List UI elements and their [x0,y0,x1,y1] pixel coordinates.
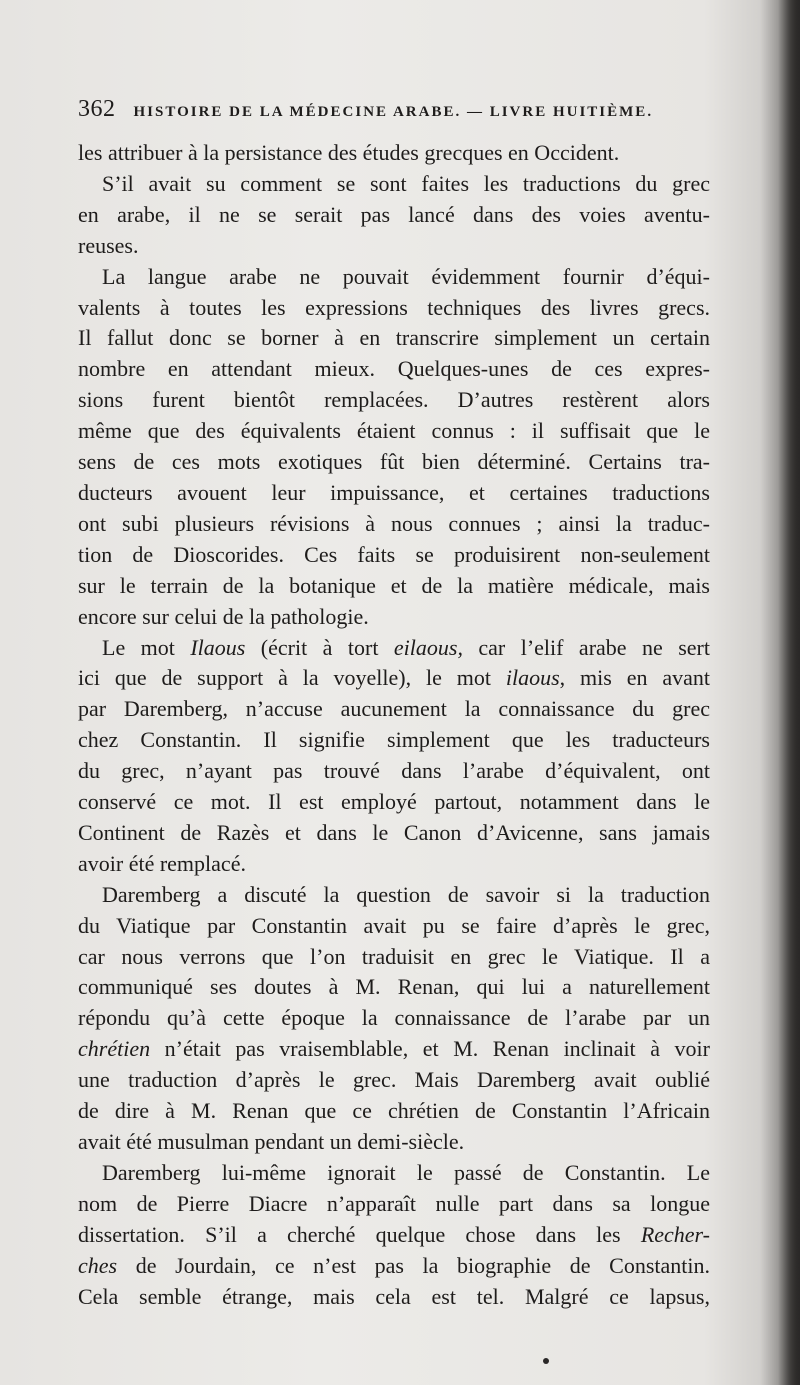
text-line: nom de Pierre Diacre n’apparaît nulle part dans sa longue [78,1190,710,1216]
text-line: même que des équivalents étaient connus : il suffisait que le [78,418,710,444]
text-line: avoir été remplacé. [78,850,246,876]
text-line: conservé ce mot. Il est employé partout, notamment dans le [78,789,710,815]
text-line: en arabe, il ne se serait pas lancé dans des voies aventu- [78,201,710,227]
italic-text: eilaous, [393,634,463,660]
text-line: avait été musulman pendant un demi-siècle. [78,1129,465,1154]
book-spine-shadow [778,0,800,1385]
running-header [78,96,718,123]
italic-text: ilaous [505,665,560,691]
text-line: valents à toutes les expressions techniques des livres grecs. [78,294,710,320]
text-segment: car l’elif arabe ne sert [462,634,710,660]
text-line: sens de ces mots exotiques fût bien déterminé. Certains tra- [78,449,710,475]
text-line: les attribuer à la persistance des études grecques en Occident. [78,140,620,165]
italic-text: Ilaous [190,634,246,660]
text-line: Cela semble étrange, mais cela est tel. Malgré ce lapsus, [78,1283,710,1309]
text-line: reuses. [78,232,139,258]
text-line [78,663,710,694]
text-line: une traduction d’après le grec. Mais Daremberg avait oublié [78,1067,710,1093]
text-line: S’il avait su comment se sont faites les traductions du grec [102,170,710,196]
text-segment: de Jourdain, ce n’est pas la biographie de Constantin. [117,1252,710,1278]
body-text [78,138,710,1312]
text-line: encore sur celui de la pathologie. [78,603,369,629]
text-segment: , mis en avant [559,665,710,691]
text-segment: ici que de support à la voyelle), le mot [78,665,506,691]
text-line: par Daremberg, n’accuse aucunement la connaissance du grec [78,696,710,722]
text-line [78,1034,710,1065]
page-number: 362 [78,96,116,122]
text-line [78,1220,710,1251]
text-line: car nous verrons que l’on traduisit en grec le Viatique. Il a [78,943,710,969]
text-line: sur le terrain de la botanique et de la matière médicale, mais [78,572,710,598]
italic-text: ches [78,1252,118,1278]
text-line: du grec, n’ayant pas trouvé dans l’arabe d’équivalent, ont [78,758,710,784]
text-line: Daremberg a discuté la question de savoir si la traduction [102,881,710,907]
running-head-title: HISTOIRE DE LA MÉDECINE ARABE. — LIVRE HUITIÈME. [133,104,654,120]
italic-text: chrétien [78,1036,151,1062]
text-line: ont subi plusieurs révisions à nous connues ; ainsi la traduc- [78,510,710,536]
text-line: du Viatique par Constantin avait pu se faire d’après le grec, [78,912,710,938]
text-line: répondu qu’à cette époque la connaissance de l’arabe par un [78,1005,710,1031]
text-line: nombre en attendant mieux. Quelques-unes de ces expres- [78,356,710,382]
text-line [78,633,710,664]
italic-text: Recher- [640,1221,710,1247]
text-segment: dissertation. S’il a cherché quelque chose dans les [78,1221,641,1247]
text-line: La langue arabe ne pouvait évidemment fournir d’équi- [102,263,710,289]
text-line: chez Constantin. Il signifie simplement que les traducteurs [78,727,710,753]
text-line: tion de Dioscorides. Ces faits se produisirent non-seulement [78,541,710,567]
text-line: sions furent bientôt remplacées. D’autres restèrent alors [78,387,710,413]
text-segment: (écrit à tort [245,634,394,660]
text-line: Il fallut donc se borner à en transcrire simplement un certain [78,325,710,351]
text-line: ducteurs avouent leur impuissance, et certaines traductions [78,479,710,505]
text-line: communiqué ses doutes à M. Renan, qui lui a naturellement [78,974,710,1000]
text-line: Daremberg lui-même ignorait le passé de Constantin. Le [102,1159,710,1185]
text-segment: n’était pas vraisemblable, et M. Renan inclinait à voir [150,1036,710,1062]
text-segment: Le mot [102,634,191,660]
ink-speck [543,1358,549,1364]
text-line: de dire à M. Renan que ce chrétien de Constantin l’Africain [78,1098,710,1124]
text-line [78,1251,710,1282]
text-line: Continent de Razès et dans le Canon d’Avicenne, sans jamais [78,819,710,845]
